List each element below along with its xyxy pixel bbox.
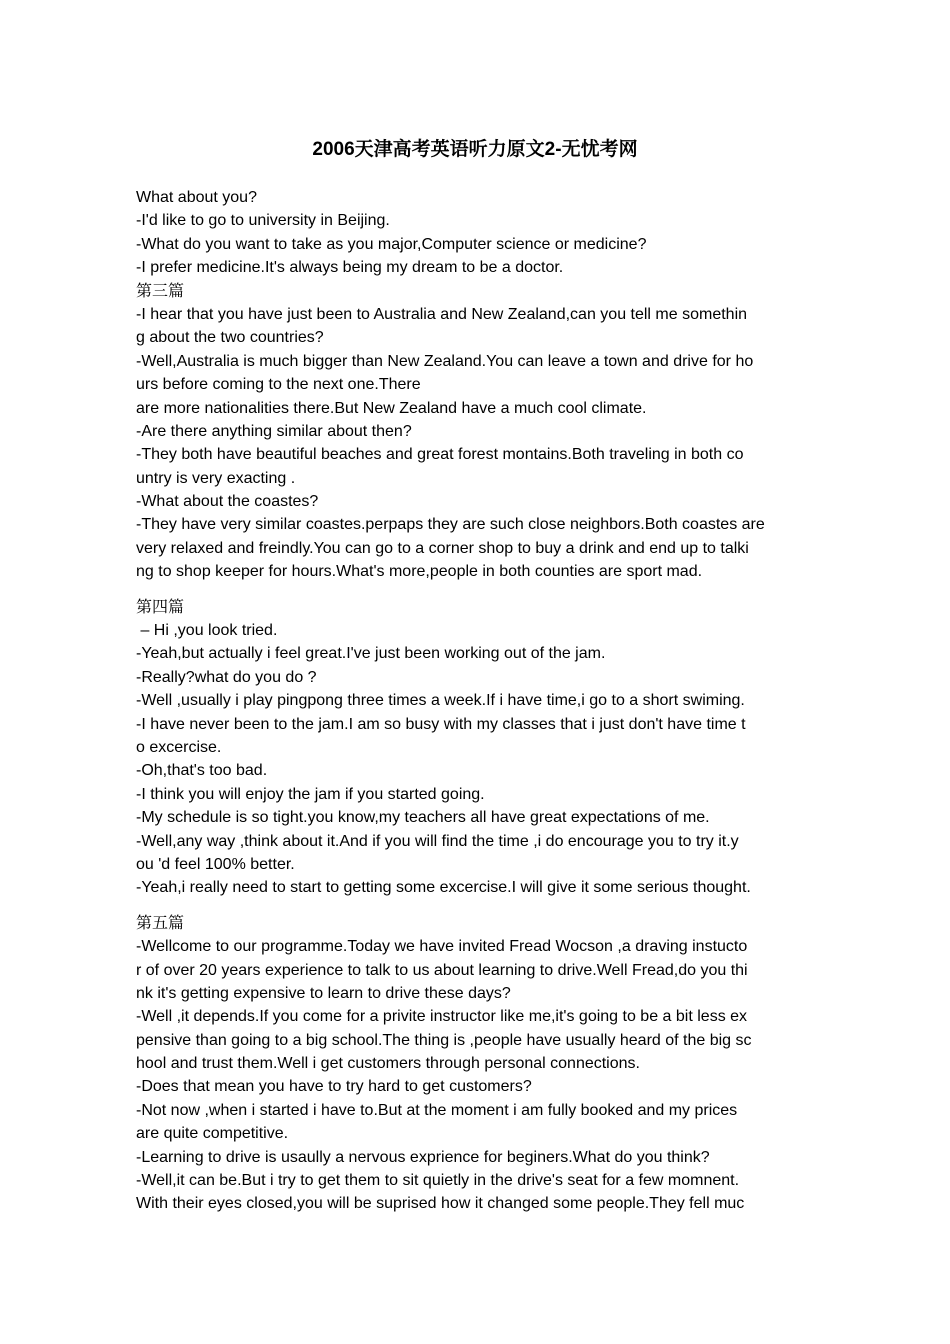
text-line: -Well,any way ,think about it.And if you will find the time ,i do encourage you to try it.y xyxy=(136,832,739,850)
text-line: -Well ,usually i play pingpong three times a week.If i have time,i go to a short swiming. xyxy=(136,692,745,710)
text-line: -Are there anything similar about then? xyxy=(136,422,412,440)
document-body xyxy=(136,186,816,1216)
text-line: g about the two countries? xyxy=(136,329,324,347)
text-line: are quite competitive. xyxy=(136,1125,289,1143)
text-line: untry is very exacting . xyxy=(136,469,296,487)
text-line: -I think you will enjoy the jam if you started going. xyxy=(136,785,485,803)
text-line: -Not now ,when i started i have to.But at the moment i am fully booked and my prices xyxy=(136,1101,738,1119)
text-line: -I prefer medicine.It's always being my dream to be a doctor. xyxy=(136,259,564,277)
text-line: With their eyes closed,you will be suprised how it changed some people.They fell muc xyxy=(136,1195,745,1213)
text-line: -What about the coastes? xyxy=(136,493,319,511)
text-line: hool and trust them.Well i get customers through personal connections. xyxy=(136,1055,640,1073)
text-line: -Yeah,but actually i feel great.I've just been working out of the jam. xyxy=(136,645,606,663)
text-line: -I have never been to the jam.I am so busy with my classes that i just don't have time t xyxy=(136,715,746,733)
section-3 xyxy=(136,280,816,584)
text-line: -I hear that you have just been to Australia and New Zealand,can you tell me somethin xyxy=(136,305,748,323)
page-title: 2006天津高考英语听力原文2-无忧考网 xyxy=(312,139,638,160)
section-heading: 第四篇 xyxy=(136,598,185,616)
section-heading: 第三篇 xyxy=(136,282,185,300)
text-line: -Well,it can be.But i try to get them to sit quietly in the drive's seat for a few momnent. xyxy=(136,1172,740,1190)
text-line: o excercise. xyxy=(136,738,222,756)
intro-block xyxy=(136,186,816,280)
text-line: ng to shop keeper for hours.What's more,people in both counties are sport mad. xyxy=(136,563,703,581)
text-line: ou 'd feel 100% better. xyxy=(136,855,295,873)
section-5 xyxy=(136,912,816,1216)
text-line: -What do you want to take as you major,Computer science or medicine? xyxy=(136,235,647,253)
text-line: What about you? xyxy=(136,189,257,206)
text-line: -Yeah,i really need to start to getting some excercise.I will give it some serious thought. xyxy=(136,879,751,897)
section-heading: 第五篇 xyxy=(136,914,185,932)
text-line: urs before coming to the next one.There xyxy=(136,376,421,394)
paragraph-gap xyxy=(136,584,816,596)
text-line: r of over 20 years experience to talk to us about learning to drive.Well Fread,do you thi xyxy=(136,961,748,979)
text-line: -They both have beautiful beaches and great forest montains.Both traveling in both co xyxy=(136,446,744,464)
text-line: -Learning to drive is usaully a nervous exprience for beginers.What do you think? xyxy=(136,1148,710,1166)
text-line: -Wellcome to our programme.Today we have invited Fread Wocson ,a draving instucto xyxy=(136,938,748,956)
paragraph-gap xyxy=(136,900,816,912)
text-line: nk it's getting expensive to learn to drive these days? xyxy=(136,984,511,1002)
text-line: -Well ,it depends.If you come for a privite instructor like me,it's going to be a bit less ex xyxy=(136,1008,748,1026)
text-line: -Really?what do you do ? xyxy=(136,668,317,686)
text-line: very relaxed and freindly.You can go to a corner shop to buy a drink and end up to talki xyxy=(136,539,749,557)
text-line: -Well,Australia is much bigger than New Zealand.You can leave a town and drive for ho xyxy=(136,352,754,370)
text-line: -They have very similar coastes.perpaps they are such close neighbors.Both coastes are xyxy=(136,516,765,534)
text-line: -Does that mean you have to try hard to get customers? xyxy=(136,1078,532,1096)
text-line: -I'd like to go to university in Beijing. xyxy=(136,212,390,230)
text-line: – Hi ,you look tried. xyxy=(136,622,278,640)
text-line: pensive than going to a big school.The thing is ,people have usually heard of the big sc xyxy=(136,1031,752,1049)
section-4 xyxy=(136,596,816,900)
text-line: -Oh,that's too bad. xyxy=(136,762,268,780)
text-line: -My schedule is so tight.you know,my teachers all have great expectations of me. xyxy=(136,809,710,827)
text-line: are more nationalities there.But New Zealand have a much cool climate. xyxy=(136,399,647,417)
